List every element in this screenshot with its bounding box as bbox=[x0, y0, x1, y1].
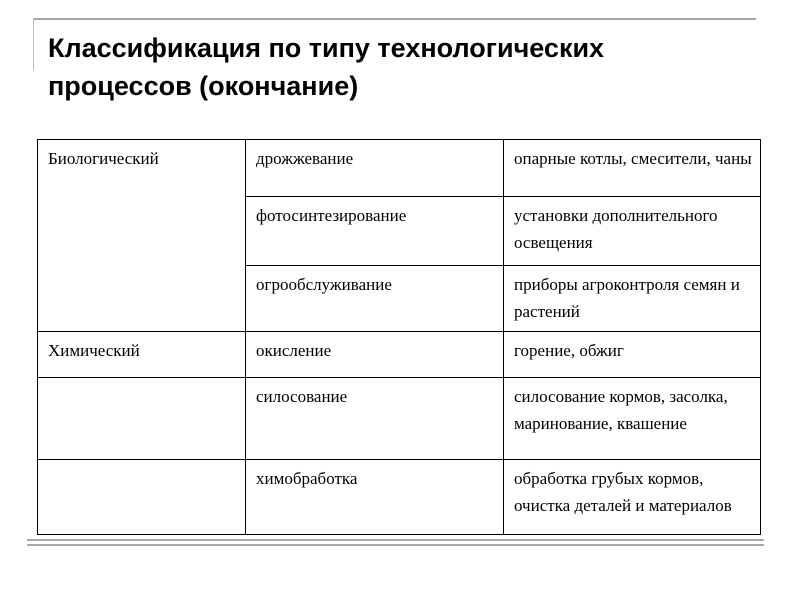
process-cell: дрожжевание bbox=[246, 140, 504, 197]
classification-table bbox=[37, 139, 761, 535]
equipment-cell: горение, обжиг bbox=[504, 332, 761, 378]
left-rule bbox=[33, 18, 34, 70]
process-cell: силосование bbox=[246, 378, 504, 460]
category-cell bbox=[38, 378, 246, 460]
slide-title-line-1: Классификация по типу технологических bbox=[48, 33, 605, 63]
process-cell: фотосинтезирование bbox=[246, 197, 504, 266]
equipment-cell: силосование кормов, засолка, маринование, квашение bbox=[504, 378, 761, 460]
bottom-rule bbox=[27, 539, 764, 546]
category-cell: Биологический bbox=[38, 140, 246, 332]
equipment-cell: приборы агроконтроля семян и растений bbox=[504, 266, 761, 332]
process-cell: огрообслуживание bbox=[246, 266, 504, 332]
table-row bbox=[38, 332, 761, 378]
slide-title bbox=[48, 29, 768, 105]
table-row bbox=[38, 140, 761, 197]
process-cell: химобработка bbox=[246, 460, 504, 535]
table-row bbox=[38, 460, 761, 535]
top-rule bbox=[33, 18, 756, 20]
table-row bbox=[38, 378, 761, 460]
equipment-cell: обработка грубых кормов, очистка деталей и материалов bbox=[504, 460, 761, 535]
category-cell: Химический bbox=[38, 332, 246, 378]
equipment-cell: опарные котлы, смесители, чаны bbox=[504, 140, 761, 197]
slide-title-line-2: процессов (окончание) bbox=[48, 71, 359, 101]
process-cell: окисление bbox=[246, 332, 504, 378]
equipment-cell: установки дополнительного освещения bbox=[504, 197, 761, 266]
category-cell bbox=[38, 460, 246, 535]
